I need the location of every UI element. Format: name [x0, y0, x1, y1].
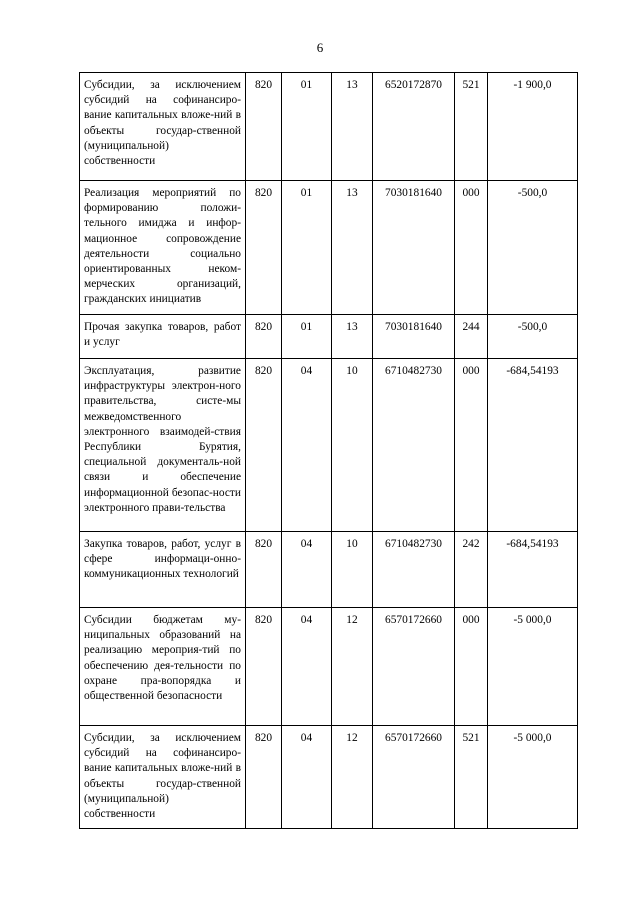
budget-table [79, 72, 578, 829]
target-article-cell: 6710482730 [373, 359, 455, 532]
expense-type-cell: 000 [455, 181, 488, 315]
section-cell: 01 [282, 181, 332, 315]
expense-type-cell: 000 [455, 359, 488, 532]
subsection-cell: 10 [332, 532, 373, 608]
description-cell: Субсидии бюджетам му-ниципальных образований на реализацию мероприя-тий по обеспечению дея-тельности по охране пра-вопорядка и общественной безопасности [80, 608, 246, 726]
amount-cell: -5 000,0 [488, 608, 578, 726]
expense-type-cell: 242 [455, 532, 488, 608]
section-cell: 04 [282, 726, 332, 829]
section-cell: 04 [282, 532, 332, 608]
expense-type-cell: 000 [455, 608, 488, 726]
subsection-cell: 12 [332, 608, 373, 726]
subsection-cell: 13 [332, 73, 373, 181]
admin-code-cell: 820 [246, 73, 282, 181]
description-cell: Закупка товаров, работ, услуг в сфере информаци-онно-коммуникационных технологий [80, 532, 246, 608]
admin-code-cell: 820 [246, 359, 282, 532]
subsection-cell: 13 [332, 181, 373, 315]
target-article-cell: 7030181640 [373, 181, 455, 315]
description-cell: Субсидии, за исключением субсидий на софинансиро-вание капитальных вложе-ний в объекты государ-ственной (муниципальной) собственности [80, 726, 246, 829]
description-cell: Субсидии, за исключением субсидий на софинансиро-вание капитальных вложе-ний в объекты государ-ственной (муниципальной) собственности [80, 73, 246, 181]
table-row [80, 532, 578, 608]
subsection-cell: 13 [332, 315, 373, 359]
admin-code-cell: 820 [246, 315, 282, 359]
admin-code-cell: 820 [246, 181, 282, 315]
page-number: 6 [316, 40, 324, 55]
subsection-cell: 12 [332, 726, 373, 829]
admin-code-cell: 820 [246, 726, 282, 829]
target-article-cell: 6570172660 [373, 608, 455, 726]
table-row [80, 726, 578, 829]
table-row [80, 359, 578, 532]
target-article-cell: 6520172870 [373, 73, 455, 181]
target-article-cell: 6570172660 [373, 726, 455, 829]
section-cell: 01 [282, 315, 332, 359]
admin-code-cell: 820 [246, 608, 282, 726]
table-row [80, 315, 578, 359]
expense-type-cell: 244 [455, 315, 488, 359]
description-cell: Эксплуатация, развитие инфраструктуры электрон-ного правительства, систе-мы межведомственного электронного взаимодей-ствия Республики Бурятия, специальной документаль-ной связи и обеспечение информационной безопас-ности электронного прави-тельства [80, 359, 246, 532]
expense-type-cell: 521 [455, 726, 488, 829]
amount-cell: -500,0 [488, 181, 578, 315]
table-row [80, 73, 578, 181]
target-article-cell: 6710482730 [373, 532, 455, 608]
amount-cell: -5 000,0 [488, 726, 578, 829]
admin-code-cell: 820 [246, 532, 282, 608]
section-cell: 04 [282, 608, 332, 726]
description-cell: Реализация мероприятий по формированию положи-тельного имиджа и инфор-мационное сопровождение деятельности социально ориентированных неком-мерческих организаций, гражданских инициатив [80, 181, 246, 315]
target-article-cell: 7030181640 [373, 315, 455, 359]
subsection-cell: 10 [332, 359, 373, 532]
amount-cell: -684,54193 [488, 359, 578, 532]
table-row [80, 608, 578, 726]
amount-cell: -684,54193 [488, 532, 578, 608]
section-cell: 04 [282, 359, 332, 532]
table-row [80, 181, 578, 315]
expense-type-cell: 521 [455, 73, 488, 181]
amount-cell: -1 900,0 [488, 73, 578, 181]
section-cell: 01 [282, 73, 332, 181]
description-cell: Прочая закупка товаров, работ и услуг [80, 315, 246, 359]
amount-cell: -500,0 [488, 315, 578, 359]
